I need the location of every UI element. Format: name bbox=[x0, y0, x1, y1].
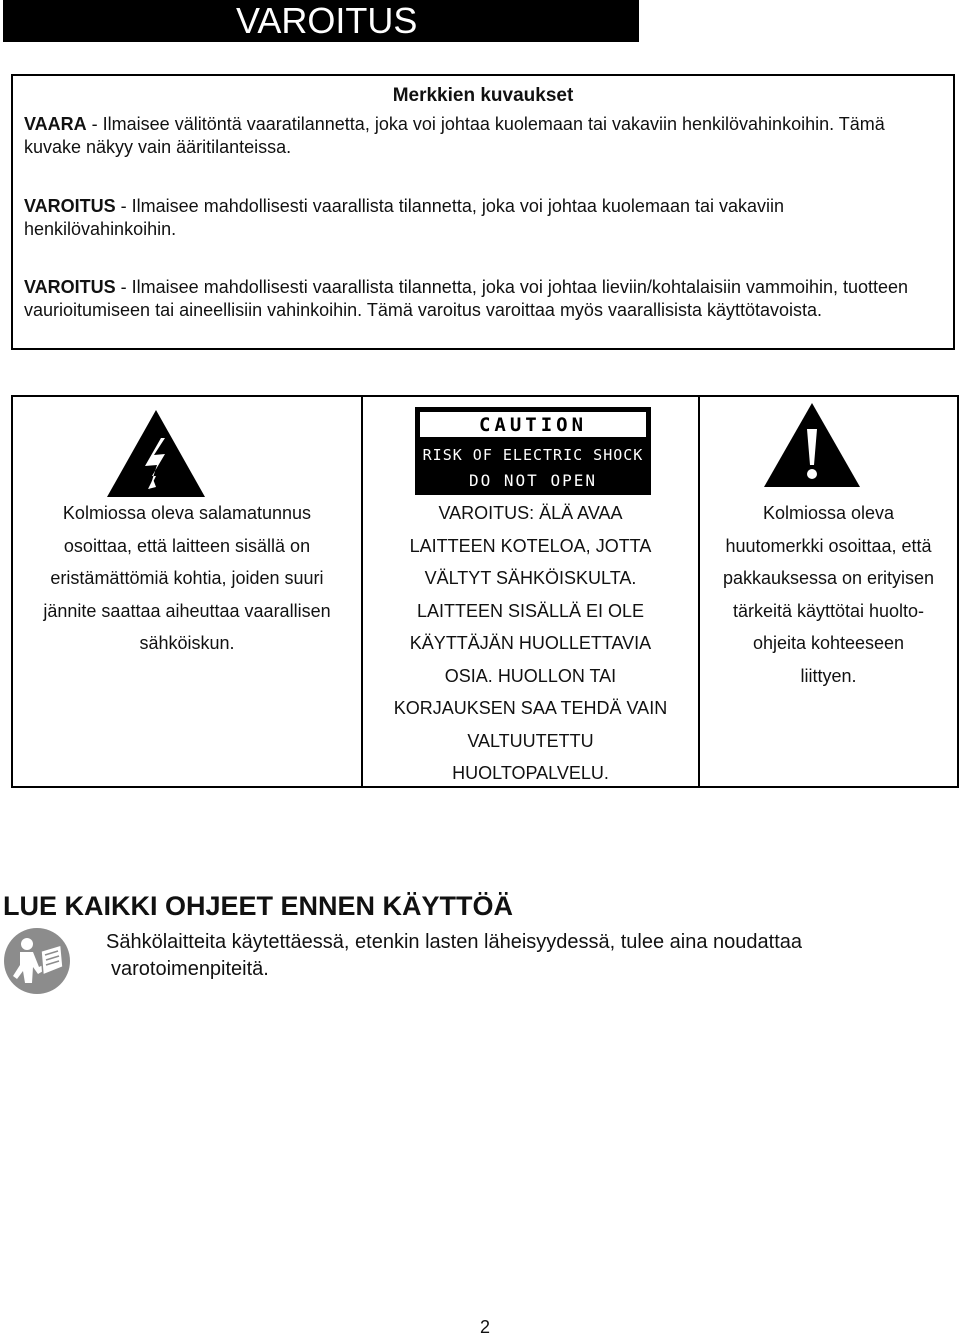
text-line: eristämättömiä kohtia, joiden suuri bbox=[50, 568, 324, 588]
text-line: HUOLTOPALVELU. bbox=[452, 763, 609, 783]
text-line: OSIA. HUOLLON TAI bbox=[444, 665, 617, 686]
read-instructions-heading: LUE KAIKKI OHJEET ENNEN KÄYTTÖÄ bbox=[3, 891, 514, 921]
legend-description: - Ilmaisee mahdollisesti vaarallista tilannetta, joka voi johtaa kuolemaan tai vakaviin henkilövahinkoihin. bbox=[24, 196, 785, 239]
text-line: VÄLTYT SÄHKÖISKULTA. bbox=[424, 568, 637, 588]
text-line: Sähkölaitteita käytettäessä, etenkin lasten läheisyydessä, tulee aina noudattaa bbox=[106, 931, 803, 953]
symbol-cell-caution bbox=[363, 397, 698, 786]
page-number: 2 bbox=[479, 1317, 490, 1337]
symbol-description bbox=[13, 497, 361, 660]
symbol-cell-lightning bbox=[13, 397, 361, 786]
legend-item-vaara bbox=[24, 113, 939, 159]
text-line: pakkauksessa on erityisen bbox=[722, 568, 935, 588]
read-manual-icon bbox=[3, 927, 71, 995]
legend-item-varoitus-moderate bbox=[24, 276, 939, 322]
text-line: sähköiskun. bbox=[139, 633, 235, 653]
caution-line-do-not-open: DO NOT OPEN bbox=[469, 471, 597, 490]
text-line: huutomerkki osoittaa, että bbox=[725, 535, 932, 556]
lightning-triangle-icon bbox=[107, 410, 205, 497]
read-instructions-text bbox=[106, 929, 946, 983]
text-line: KÄYTTÄJÄN HUOLLETTAVIA bbox=[409, 633, 652, 653]
caution-line-risk: RISK OF ELECTRIC SHOCK bbox=[422, 446, 644, 464]
text-line: KORJAUKSEN SAA TEHDÄ VAIN bbox=[393, 698, 668, 718]
title-bar bbox=[3, 0, 639, 42]
text-line: jännite saattaa aiheuttaa vaarallisen bbox=[43, 600, 331, 621]
page-title: VAROITUS bbox=[236, 0, 418, 41]
text-line: LAITTEEN SISÄLLÄ EI OLE bbox=[416, 600, 645, 621]
legend-description: - Ilmaisee mahdollisesti vaarallista tilannetta, joka voi johtaa lieviin/kohtalaisiin vammoihin, tuotteen vaurioitumiseen tai aineellisiin vahinkoihin. Tämä varoitus varoittaa myös vaarallisista käyttötavoista. bbox=[24, 277, 909, 320]
text-line: Kolmiossa oleva bbox=[762, 503, 895, 523]
text-line: VALTUUTETTU bbox=[467, 730, 594, 751]
legend-term: VAARA bbox=[24, 114, 87, 134]
legend-heading: Merkkien kuvaukset bbox=[392, 85, 574, 106]
text-line: Kolmiossa oleva salamatunnus bbox=[62, 503, 312, 523]
text-line: ohjeita kohteeseen bbox=[752, 633, 905, 653]
text-line: varotoimenpiteitä. bbox=[111, 958, 269, 980]
text-line: liittyen. bbox=[800, 665, 857, 686]
legend-term: VAROITUS bbox=[24, 196, 116, 216]
legend-item-varoitus-severe bbox=[24, 195, 939, 241]
warning-symbols-table bbox=[11, 395, 959, 788]
caution-label bbox=[415, 407, 651, 495]
text-line: tärkeitä käyttötai huolto- bbox=[732, 600, 925, 621]
symbol-description bbox=[700, 497, 957, 692]
legend-description: - Ilmaisee välitöntä vaaratilannetta, joka voi johtaa kuolemaan tai vakaviin henkilövahinkoihin. Tämä kuvake näkyy vain ääritilanteissa. bbox=[24, 114, 885, 157]
exclamation-triangle-icon bbox=[764, 403, 860, 487]
symbol-description bbox=[363, 497, 698, 790]
symbol-cell-exclamation bbox=[700, 397, 957, 786]
legend-term: VAROITUS bbox=[24, 277, 116, 297]
text-line: VAROITUS: ÄLÄ AVAA bbox=[438, 503, 623, 523]
text-line: LAITTEEN KOTELOA, JOTTA bbox=[409, 535, 652, 556]
symbol-legend-box bbox=[11, 74, 955, 350]
caution-title: CAUTION bbox=[419, 411, 647, 438]
text-line: osoittaa, että laitteen sisällä on bbox=[63, 535, 311, 556]
